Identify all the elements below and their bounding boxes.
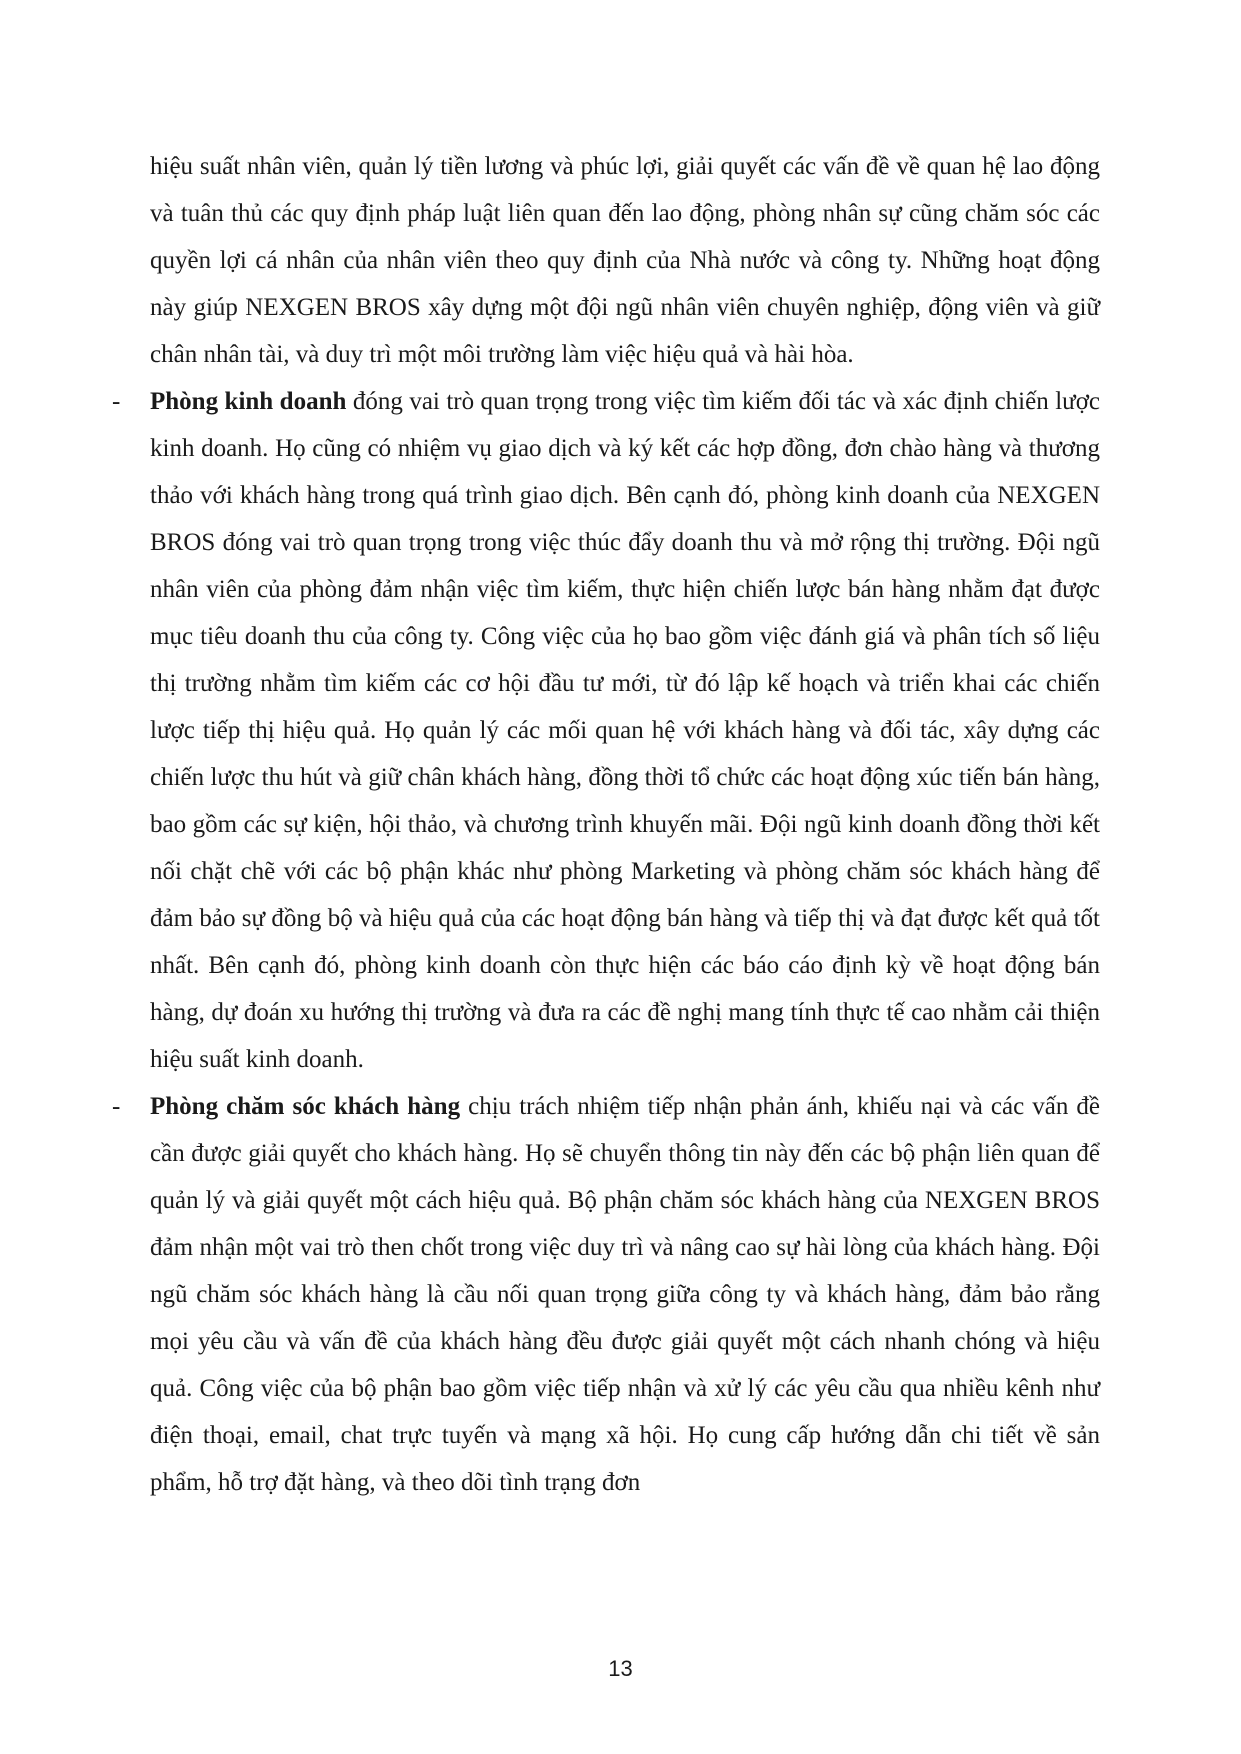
bullet-text: chịu trách nhiệm tiếp nhận phản ánh, khiếu nại và các vấn đề cần được giải quyết cho khách hàng. Họ sẽ chuyển thông tin này đến các bộ phận liên quan để quản lý và giải quyết một cách hiệu quả. Bộ phận chăm sóc khách hàng của NEXGEN BROS đảm nhận một vai trò then chốt trong việc duy trì và nâng cao sự hài lòng của khách hàng. Đội ngũ chăm sóc khách hàng là cầu nối quan trọng giữa công ty và khách hàng, đảm bảo rằng mọi yêu cầu và vấn đề của khách hàng đều được giải quyết một cách nhanh chóng và hiệu quả. Công việc của bộ phận bao gồm việc tiếp nhận và xử lý các yêu cầu qua nhiều kênh như điện thoại, email, chat trực tuyến và mạng xã hội. Họ cung cấp hướng dẫn chi tiết về sản phẩm, hỗ trợ đặt hàng, và theo dõi tình trạng đơn <box>150 1093 1100 1496</box>
bullet-heading: Phòng chăm sóc khách hàng <box>150 1093 461 1120</box>
page-body <box>112 143 1101 1506</box>
bullet-item-sales-department <box>112 378 1101 1083</box>
intro-paragraph: hiệu suất nhân viên, quản lý tiền lương và phúc lợi, giải quyết các vấn đề về quan hệ lao động và tuân thủ các quy định pháp luật liên quan đến lao động, phòng nhân sự cũng chăm sóc các quyền lợi cá nhân của nhân viên theo quy định của Nhà nước và công ty. Những hoạt động này giúp NEXGEN BROS xây dựng một đội ngũ nhân viên chuyên nghiệp, động viên và giữ chân nhân tài, và duy trì một môi trường làm việc hiệu quả và hài hòa. <box>150 153 1100 368</box>
page-number: 13 <box>608 1656 633 1681</box>
bullet-text: đóng vai trò quan trọng trong việc tìm kiếm đối tác và xác định chiến lược kinh doanh. Họ cũng có nhiệm vụ giao dịch và ký kết các hợp đồng, đơn chào hàng và thương thảo với khách hàng trong quá trình giao dịch. Bên cạnh đó, phòng kinh doanh của NEXGEN BROS đóng vai trò quan trọng trong việc thúc đẩy doanh thu và mở rộng thị trường. Đội ngũ nhân viên của phòng đảm nhận việc tìm kiếm, thực hiện chiến lược bán hàng nhằm đạt được mục tiêu doanh thu của công ty. Công việc của họ bao gồm việc đánh giá và phân tích số liệu thị trường nhằm tìm kiếm các cơ hội đầu tư mới, từ đó lập kế hoạch và triển khai các chiến lược tiếp thị hiệu quả. Họ quản lý các mối quan hệ với khách hàng và đối tác, xây dựng các chiến lược thu hút và giữ chân khách hàng, đồng thời tổ chức các hoạt động xúc tiến bán hàng, bao gồm các sự kiện, hội thảo, và chương trình khuyến mãi. Đội ngũ kinh doanh đồng thời kết nối chặt chẽ với các bộ phận khác như phòng Marketing và phòng chăm sóc khách hàng để đảm bảo sự đồng bộ và hiệu quả của các hoạt động bán hàng và tiếp thị và đạt được kết quả tốt nhất. Bên cạnh đó, phòng kinh doanh còn thực hiện các báo cáo định kỳ về hoạt động bán hàng, dự đoán xu hướng thị trường và đưa ra các đề nghị mang tính thực tế cao nhằm cải thiện hiệu suất kinh doanh. <box>150 388 1101 1073</box>
bullet-item-customer-care-department <box>112 1083 1100 1506</box>
bullet-dash: - <box>112 388 121 415</box>
bullet-heading: Phòng kinh doanh <box>150 388 347 415</box>
bullet-dash: - <box>112 1093 121 1120</box>
